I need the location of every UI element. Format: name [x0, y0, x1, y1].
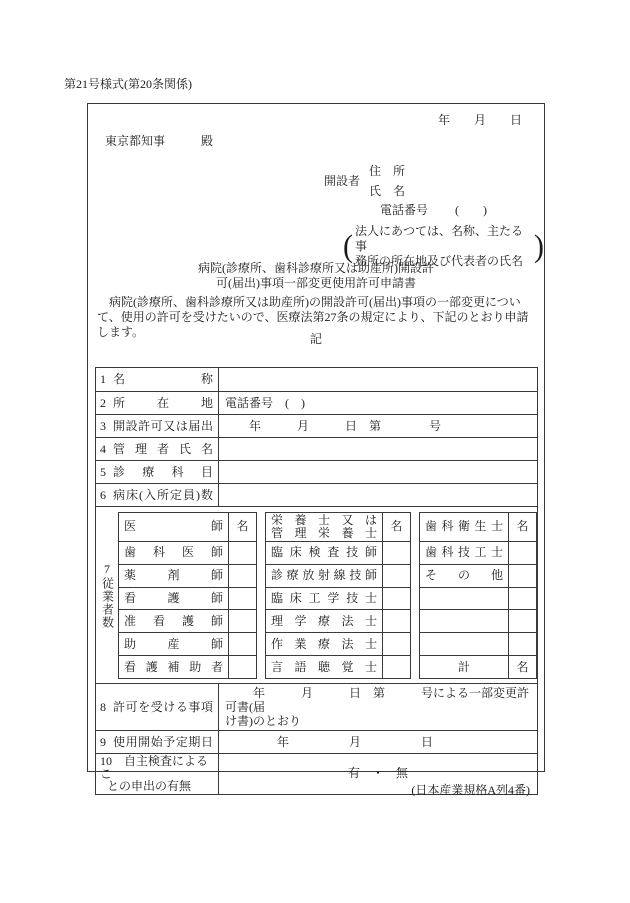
row-label: 4 管理者氏名: [96, 438, 219, 460]
corporate-note-line2: 務所の所在地及び代表者の氏名: [355, 254, 524, 268]
row-label: 10 自主検査によるこ との申出の有無: [96, 754, 219, 794]
date-line: 年 月 日: [437, 113, 522, 127]
staff-row: 臨床工学技士: [266, 587, 410, 610]
paper-size-note: (日本産業規格A列4番): [411, 783, 530, 797]
table-row-6: [96, 483, 537, 506]
addressee-line: [105, 134, 213, 149]
staff-row: 栄養士又は 管理栄養士 名: [266, 513, 410, 541]
table-row-1: [96, 368, 537, 391]
applicant-label: 開設者: [324, 173, 361, 188]
phone-line: [380, 203, 487, 218]
corporate-note-line1: 法人にあつては、名称、主たる事: [355, 224, 524, 253]
form-number: 第21号様式(第20条関係): [64, 77, 192, 91]
phone-label: 電話番号: [380, 203, 429, 217]
row-content: [219, 368, 537, 391]
row-label: 1 名称: [96, 368, 219, 391]
staff-group-1: [118, 512, 257, 679]
staff-row: その他: [420, 564, 536, 587]
address-label: 住 所: [369, 164, 406, 178]
staff-subtables: [118, 507, 537, 683]
row-content: 電話番号 ( ): [225, 395, 305, 410]
application-table: [95, 367, 538, 795]
staff-row: 歯科衛生士 名: [420, 513, 536, 541]
row-content: 年 月 日: [277, 734, 434, 749]
addressee: 東京都知事: [105, 134, 166, 148]
row-label: 5 診療科目: [96, 461, 219, 483]
row-content: [219, 438, 537, 460]
staff-row: 看護補助者: [119, 655, 256, 678]
phone-parens: ( ): [455, 203, 488, 217]
row-label: 9 使用開始予定期日: [96, 731, 219, 753]
table-row-8: [96, 683, 537, 730]
row-label: 2 所在地: [96, 392, 219, 414]
table-row-3: [96, 414, 537, 437]
table-row-5: [96, 460, 537, 483]
table-row-2: [96, 391, 537, 414]
row-content: [219, 461, 537, 483]
form-title-line2: 可(届出)事項一部変更使用許可申請書: [216, 276, 416, 290]
form-title: [88, 261, 544, 291]
staff-row: 助産師: [119, 632, 256, 655]
row-content: [219, 484, 537, 506]
staff-row: 診療放射線技師: [266, 564, 410, 587]
staff-vertical-label: 7 従業者数: [100, 561, 115, 629]
row-label: 3 開設許可又は届出: [96, 415, 219, 437]
row-content: 年 月 日 第 号: [249, 418, 442, 433]
staff-row: 計 名: [420, 655, 536, 678]
table-row-9: [96, 730, 537, 753]
staff-row: 理学療法士: [266, 609, 410, 632]
staff-row: 薬剤師: [119, 564, 256, 587]
note-label: 記: [309, 332, 322, 346]
open-paren: (: [343, 228, 353, 264]
form-title-line1: 病院(診療所、歯科診療所又は助産所)開設許: [198, 261, 434, 275]
row-label: 8 許可を受ける事項: [96, 684, 219, 730]
row-label: 6 病床(入所定員)数: [96, 484, 219, 506]
row-content: 年 月 日 第 号による一部変更許可書(届 け書)のとおり: [225, 686, 530, 728]
staff-row: 歯科技工士: [420, 541, 536, 564]
table-row-7-staff: [96, 506, 537, 683]
staff-row: 作業療法士: [266, 632, 410, 655]
table-row-4: [96, 437, 537, 460]
staff-row: [420, 609, 536, 632]
body-paragraph: 病院(診療所、歯科診療所又は助産所)の開設許可(届出)事項の一部変更について、使用の許可を受けたいので、医療法第27条の規定により、下記のとおり申請します。: [97, 295, 529, 339]
applicant-block: [324, 161, 405, 201]
staff-row: [420, 632, 536, 655]
name-label: 氏 名: [369, 184, 406, 198]
honorific: 殿: [201, 134, 214, 148]
staff-row: 看護師: [119, 587, 256, 610]
staff-group-3: [419, 512, 537, 679]
row-content: 有 ・ 無: [347, 766, 408, 781]
staff-group-2: [265, 512, 411, 679]
staff-row: 歯科医師: [119, 541, 256, 564]
close-paren: ): [534, 228, 544, 264]
staff-row: 医師 名: [119, 513, 256, 541]
staff-row: 准看護師: [119, 609, 256, 632]
staff-row: [420, 587, 536, 610]
staff-row: 言語聴覚士: [266, 655, 410, 678]
staff-row: 臨床検査技師: [266, 541, 410, 564]
